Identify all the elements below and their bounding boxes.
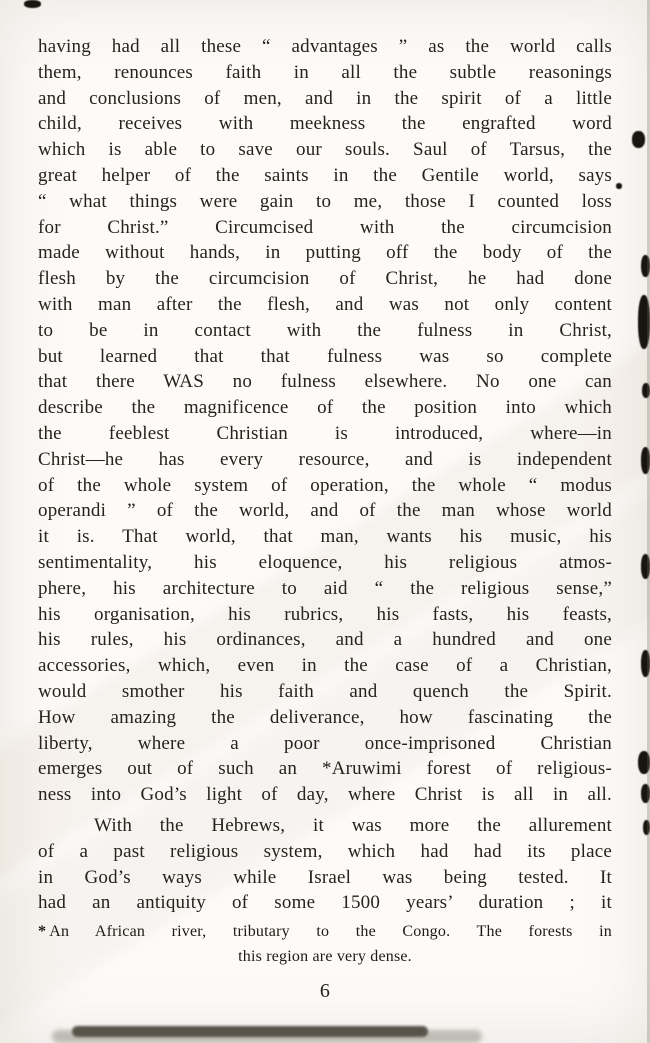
scan-artifact — [24, 0, 41, 8]
text-line: that there WAS no fulness elsewhere. No one can — [38, 371, 612, 393]
text-line: of a past religious system, which had had its place — [38, 840, 612, 862]
text-line: them, renounces faith in all the subtle reasonings — [38, 61, 612, 83]
text-line: it is. That world, that man, wants his music, his — [38, 526, 612, 548]
text-line: his rules, his ordinances, and a hundred and one — [38, 629, 612, 651]
footnote-line — [38, 919, 612, 944]
text-line: great helper of the saints in the Gentile world, says — [38, 164, 612, 186]
footnote-text: An African river, tributary to the Congo. The forests in — [49, 923, 612, 941]
text-line: in God’s ways while Israel was being tested. It — [38, 866, 612, 888]
text-line: and conclusions of men, and in the spirit of a little — [38, 87, 612, 109]
paragraph-hebrews — [38, 813, 612, 916]
text-line: describe the magnificence of the position into which — [38, 397, 612, 419]
text-line: liberty, where a poor once-imprisoned Christian — [38, 732, 612, 754]
main-text — [38, 34, 612, 1005]
text-line: child, receives with meekness the engrafted word — [38, 113, 612, 135]
text-line: to be in contact with the fulness in Christ, — [38, 319, 612, 341]
text-line: made without hands, in putting off the body of the — [38, 242, 612, 264]
scan-artifact — [52, 1030, 482, 1043]
text-line: of the whole system of operation, the whole “ modus — [38, 474, 612, 496]
footnote — [38, 919, 612, 969]
page-number: 6 — [319, 980, 331, 1003]
text-line: How amazing the deliverance, how fascinating the — [38, 706, 612, 728]
text-line: “ what things were gain to me, those I counted loss — [38, 190, 612, 212]
text-line: but learned that that fulness was so complete — [38, 345, 612, 367]
text-line: accessories, which, even in the case of a Christian, — [38, 655, 612, 677]
paragraph-continuation — [38, 34, 612, 808]
text-line: With the Hebrews, it was more the allurement — [94, 814, 612, 836]
footnote-marker: * — [38, 923, 47, 941]
text-line: phere, his architecture to aid “ the religious sense,” — [38, 577, 612, 599]
text-line: the feeblest Christian is introduced, where—in — [38, 422, 612, 444]
text-line: which is able to save our souls. Saul of Tarsus, the — [38, 139, 612, 161]
text-line: operandi ” of the world, and of the man whose world — [38, 500, 612, 522]
scan-artifact — [632, 131, 645, 148]
text-line: having had all these “ advantages ” as the world calls — [38, 36, 612, 57]
footnote-line: this region are very dense. — [238, 948, 412, 966]
text-line: for Christ.” Circumcised with the circumcision — [38, 216, 612, 238]
scan-artifact — [616, 183, 622, 189]
text-line: with man after the flesh, and was not only content — [38, 293, 612, 315]
text-line: his organisation, his rubrics, his fasts, his feasts, — [38, 603, 612, 625]
text-line: flesh by the circumcision of Christ, he had done — [38, 268, 612, 290]
text-line: had an antiquity of some 1500 years’ duration ; it — [38, 892, 612, 914]
text-line: sentimentality, his eloquence, his religious atmos- — [38, 551, 612, 573]
text-line: Christ—he has every resource, and is independent — [38, 448, 612, 470]
text-line: ness into God’s light of day, where Christ is all in all. — [38, 784, 612, 806]
text-line: emerges out of such an *Aruwimi forest of religious- — [38, 758, 612, 780]
text-line: would smother his faith and quench the Spirit. — [38, 680, 612, 702]
